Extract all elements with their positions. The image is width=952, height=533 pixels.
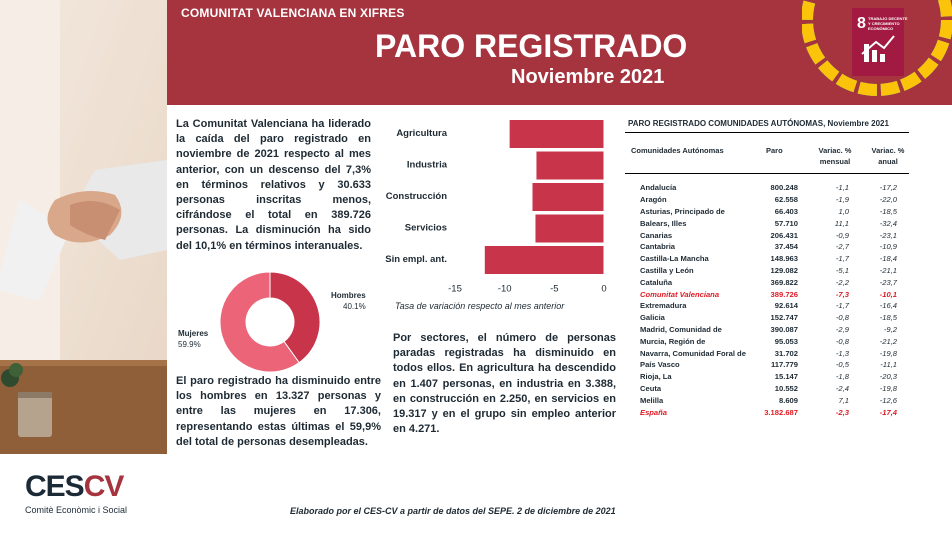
cell-mensual: -1,1 [835, 183, 849, 193]
cell-region: España [640, 407, 668, 417]
donut-label-hombres [331, 290, 366, 312]
table-row [625, 300, 909, 312]
cell-anual: -11,1 [880, 360, 897, 370]
table-row [625, 383, 909, 395]
table-row [625, 194, 909, 206]
logo-subtitle: Comitè Econòmic i Social [25, 505, 128, 515]
cell-region: Comunitat Valenciana [640, 289, 720, 299]
cell-paro: 15.147 [774, 372, 798, 382]
table-row [625, 371, 909, 383]
table-row [625, 312, 909, 324]
bar-construcci-n [532, 183, 604, 211]
cell-anual: -23,7 [879, 277, 897, 287]
cell-mensual: -5,1 [835, 265, 849, 275]
cell-paro: 57.710 [774, 218, 798, 228]
cell-mensual: -0,8 [835, 336, 849, 346]
table-row [625, 406, 909, 418]
table-header-rule [625, 173, 909, 174]
cell-paro: 62.558 [774, 195, 798, 205]
donut-label-mujeres [178, 328, 208, 350]
cell-region: Extremadura [640, 301, 687, 311]
cell-paro: 148.963 [770, 254, 798, 264]
bar-tick-label: -15 [448, 283, 462, 295]
cell-anual: -19,8 [879, 348, 897, 358]
col-header-paro: Paro [766, 146, 783, 155]
cell-region: Murcia, Región de [640, 336, 706, 346]
col-header-mensual: Variac. % mensual [818, 146, 852, 166]
table-row [625, 265, 909, 277]
bar-category-label: Agricultura [396, 128, 447, 139]
cell-paro: 129.082 [770, 265, 798, 275]
cell-mensual: -7,3 [835, 289, 849, 299]
bar-sin-empl-ant- [485, 246, 604, 274]
col-header-anual: Variac. % anual [871, 146, 905, 166]
svg-text:TRABAJO DECENTE: TRABAJO DECENTE [868, 16, 908, 21]
cell-mensual: 1,0 [838, 206, 849, 216]
col-header-region: Comunidades Autónomas [631, 146, 724, 155]
cell-region: Castilla y León [640, 265, 694, 275]
cell-paro: 31.702 [774, 348, 798, 358]
intro-paragraph: La Comunitat Valenciana ha liderado la caída del paro registrado en noviembre de 2021 respecto al mes anterior, con un descenso del 7,3% en términos relativos y 30.633 personas inscritas menos, cifrándose el total en 389.726 personas. La disminución ha sido del 10,1% en términos interanuales. [176, 118, 371, 252]
table-row [625, 324, 909, 336]
cell-paro: 800.248 [770, 183, 798, 193]
cell-paro: 117.779 [770, 360, 798, 370]
table-row [625, 359, 909, 371]
cell-paro: 92.614 [774, 301, 798, 311]
page-subtitle: Noviembre 2021 [511, 66, 665, 88]
cell-region: Cantabria [640, 242, 676, 252]
cell-region: Rioja, La [640, 372, 672, 382]
cell-mensual: -1,7 [835, 301, 849, 311]
svg-text:Y CRECIMIENTO: Y CRECIMIENTO [868, 21, 900, 26]
cell-mensual: 7,1 [838, 395, 849, 405]
bar-category-label: Sin empl. ant. [385, 254, 447, 265]
regions-table-body [625, 182, 909, 418]
cell-region: Balears, Illes [640, 218, 687, 228]
cell-region: Canarias [640, 230, 673, 240]
cell-region: Madrid, Comunidad de [640, 324, 722, 334]
cell-anual: -18,5 [879, 313, 897, 323]
cell-mensual: -2,3 [835, 407, 849, 417]
cell-anual: -9,2 [883, 324, 897, 334]
bar-tick-label: -10 [497, 283, 512, 295]
table-top-rule [625, 132, 909, 133]
sdg-8-badge-icon [802, 0, 952, 104]
cescv-logo [25, 472, 127, 515]
cell-anual: -19,8 [879, 383, 897, 393]
table-row [625, 229, 909, 241]
table-row [625, 394, 909, 406]
cell-paro: 10.552 [774, 383, 798, 393]
gender-paragraph: El paro registrado ha disminuido entre los hombres en 13.327 personas y entre las mujeres en 17.306, representando estas últimas el 59,9% del total de personas desempleadas. [176, 375, 381, 448]
cell-anual: -18,5 [879, 206, 897, 216]
cell-anual: -21,1 [879, 265, 897, 275]
sector-bar-chart [378, 112, 618, 322]
header-kicker: COMUNITAT VALENCIANA EN XIFRES [181, 6, 405, 20]
cell-anual: -10,9 [879, 242, 897, 252]
cell-anual: -12,6 [879, 395, 897, 405]
source-footnote: Elaborado por el CES-CV a partir de datos del SEPE. 2 de diciembre de 2021 [290, 506, 616, 516]
table-row [625, 253, 909, 265]
cell-mensual: -1,3 [835, 348, 849, 358]
donut-category-mujeres: Mujeres [178, 329, 209, 338]
cell-mensual: -0,8 [835, 313, 849, 323]
donut-category-hombres: Hombres [331, 291, 366, 300]
cell-mensual: 11,1 [834, 218, 849, 228]
table-row [625, 335, 909, 347]
bar-agricultura [510, 120, 604, 148]
bar-category-label: Industria [406, 159, 447, 171]
bar-category-label: Servicios [404, 222, 447, 234]
cell-anual: -17,4 [879, 407, 897, 417]
handshake-photo [0, 0, 167, 454]
bar-tick-label: 0 [601, 283, 607, 295]
logo-wordmark: CESCV [25, 470, 124, 503]
cell-paro: 206.431 [770, 230, 798, 240]
cell-region: Ceuta [640, 383, 662, 393]
cell-paro: 369.822 [770, 277, 798, 287]
table-row [625, 182, 909, 194]
cell-paro: 390.087 [770, 324, 798, 334]
gender-donut-chart [218, 270, 322, 374]
cell-anual: -16,4 [879, 301, 897, 311]
cell-anual: -17,2 [879, 183, 897, 193]
cell-anual: -23,1 [879, 230, 897, 240]
cell-mensual: -2,7 [835, 242, 849, 252]
cell-region: Cataluña [640, 277, 673, 287]
cell-mensual: -2,9 [835, 324, 849, 334]
bar-industria [536, 152, 604, 180]
bar-tick-label: -5 [550, 283, 559, 295]
svg-text:8: 8 [857, 15, 866, 32]
cell-region: País Vasco [640, 360, 680, 370]
bar-servicios [535, 215, 604, 243]
cell-mensual: -2,4 [835, 383, 849, 393]
cell-paro: 95.053 [774, 336, 798, 346]
cell-mensual: -1,8 [835, 372, 849, 382]
sector-paragraph: Por sectores, el número de personas paradas registradas ha disminuido en todos ellos. En agricultura ha descendido en 1.407 personas, en industria en 3.388, en construcción en 2.250, en servicios en 19.317 y en el grupo sin empleo anterior en 4.271. [393, 332, 616, 436]
cell-anual: -32,4 [879, 218, 897, 228]
cell-mensual: -0,9 [835, 230, 849, 240]
cell-region: Galicia [640, 313, 665, 323]
table-row [625, 206, 909, 218]
cell-paro: 8.609 [778, 395, 798, 405]
cell-anual: -10,1 [879, 289, 897, 299]
cell-anual: -21,2 [879, 336, 897, 346]
cell-paro: 37.454 [774, 242, 798, 252]
table-row [625, 217, 909, 229]
cell-region: Melilla [640, 395, 664, 405]
cell-mensual: -1,7 [835, 254, 849, 264]
cell-anual: -22,0 [879, 195, 897, 205]
table-row [625, 276, 909, 288]
cell-region: Navarra, Comunidad Foral de [640, 348, 746, 358]
cell-anual: -20,3 [879, 372, 897, 382]
cell-paro: 152.747 [770, 313, 798, 323]
cell-mensual: -2,2 [835, 277, 849, 287]
cell-paro: 66.403 [774, 206, 798, 216]
cell-paro: 389.726 [770, 289, 798, 299]
bar-chart-xlabel: Tasa de variación respecto al mes anterior [395, 301, 565, 311]
cell-anual: -18,4 [879, 254, 897, 264]
svg-text:ECONÓMICO: ECONÓMICO [868, 26, 894, 31]
table-title: PARO REGISTRADO COMUNIDADES AUTÓNOMAS, Noviembre 2021 [628, 119, 889, 128]
cell-region: Andalucía [640, 183, 677, 193]
cell-region: Asturias, Principado de [640, 206, 725, 216]
bar-category-label: Construcción [385, 191, 447, 202]
cell-region: Castilla-La Mancha [640, 254, 709, 264]
donut-value-mujeres: 59.9% [178, 340, 201, 349]
cell-mensual: -1,9 [835, 195, 849, 205]
cell-paro: 3.182.687 [764, 407, 798, 417]
cell-mensual: -0,5 [835, 360, 849, 370]
table-row [625, 241, 909, 253]
cell-region: Aragón [640, 195, 667, 205]
page-title: PARO REGISTRADO [375, 28, 688, 64]
donut-value-hombres: 40.1% [343, 302, 366, 311]
table-row [625, 288, 909, 300]
table-row [625, 347, 909, 359]
